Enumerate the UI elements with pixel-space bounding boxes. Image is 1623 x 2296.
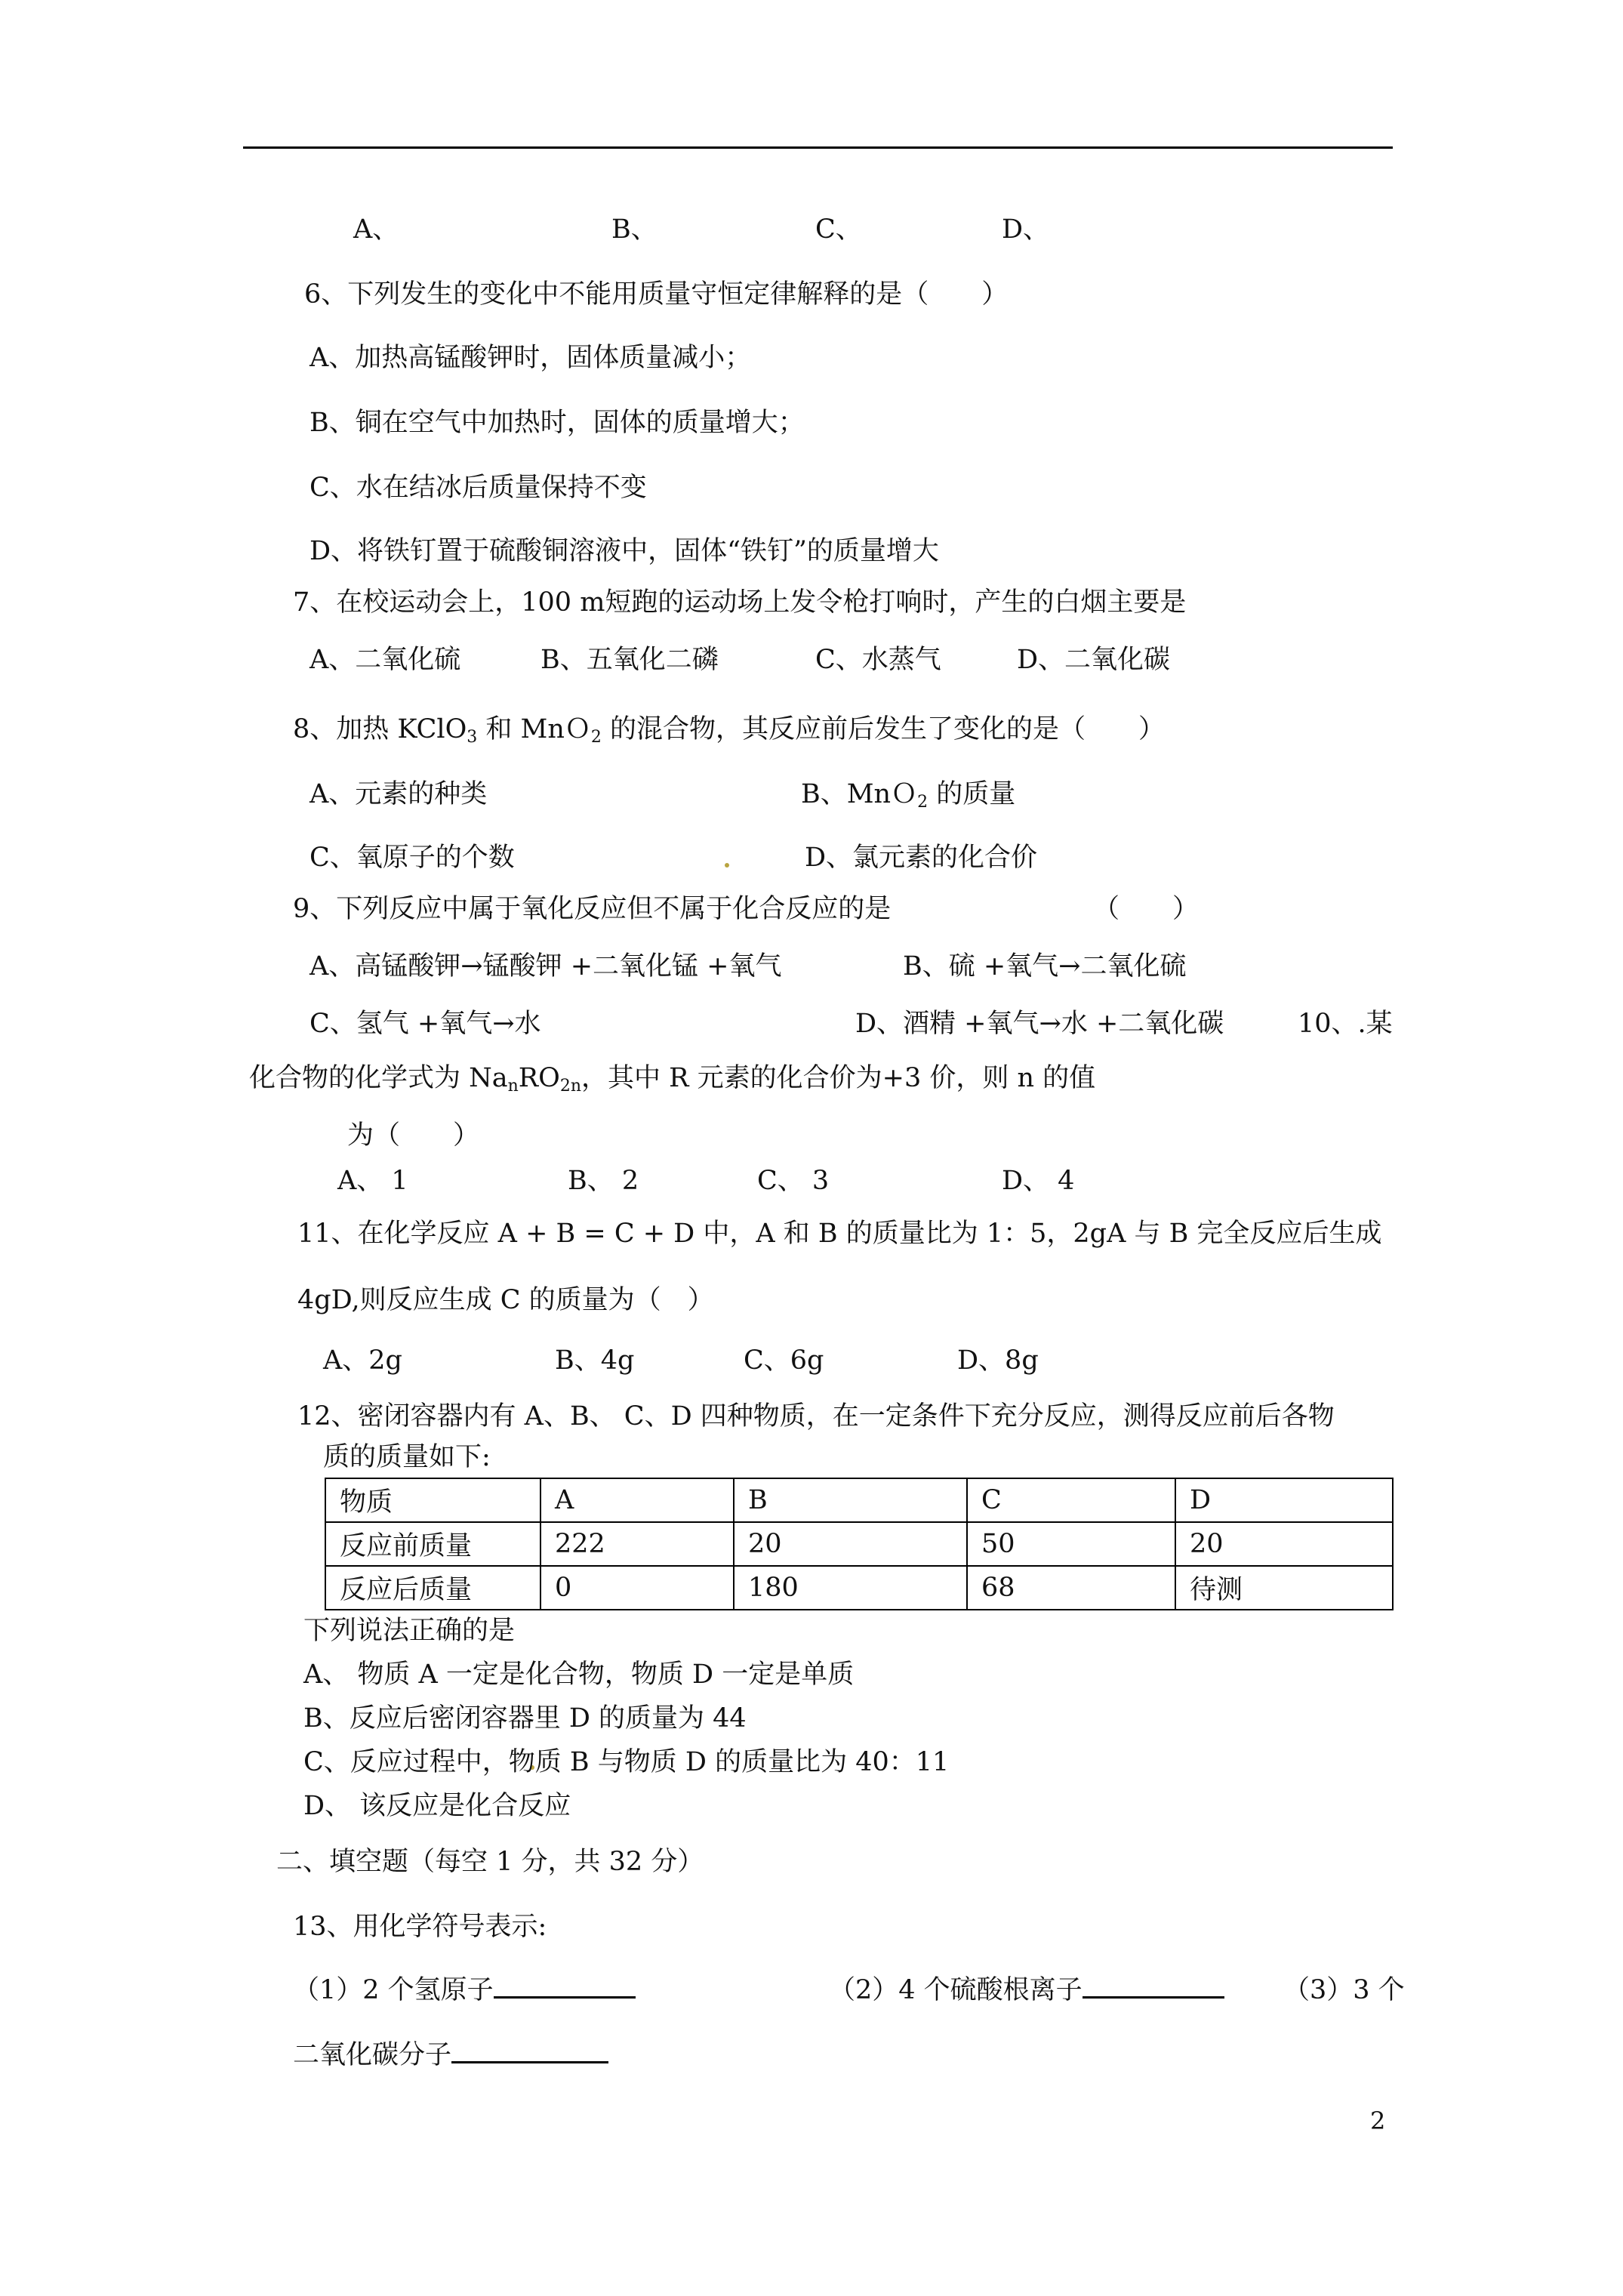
q7-option-a: A、二氧化硫	[310, 645, 461, 675]
table-header-cell: 物质	[325, 1478, 540, 1522]
q10-option-b: B、 2	[568, 1166, 639, 1196]
table-row	[325, 1566, 1393, 1610]
q5-option-d: D、	[1002, 214, 1050, 245]
q12-lead: 下列说法正确的是	[303, 1616, 516, 1646]
table-cell: 反应前质量	[325, 1522, 540, 1566]
table-header-cell: C	[967, 1478, 1175, 1522]
q11-stem-cont: 4gD,则反应生成 C 的质量为（ ）	[297, 1285, 714, 1315]
table-cell: 待测	[1175, 1566, 1393, 1610]
table-header-cell: D	[1175, 1478, 1393, 1522]
table-header-row	[325, 1478, 1393, 1522]
q7-stem: 7、在校运动会上，100 m短跑的运动场上发令枪打响时，产生的白烟主要是	[293, 587, 1187, 618]
table-cell: 180	[734, 1566, 967, 1610]
q12-option-c: C、反应过程中，物质 B 与物质 D 的质量比为 40：11	[303, 1747, 950, 1777]
answer-blank[interactable]	[451, 2039, 608, 2063]
q11-option-d: D、8g	[957, 1345, 1039, 1376]
answer-blank[interactable]	[494, 1974, 636, 1999]
stray-dot	[725, 863, 729, 868]
q11-option-b: B、4g	[555, 1345, 635, 1376]
q13-part-1: （1）2 个氢原子	[293, 1974, 636, 2007]
q12-option-d: D、 该反应是化合反应	[303, 1791, 571, 1821]
q6-option-d: D、将铁钉置于硫酸铜溶液中，固体“铁钉”的质量增大	[310, 536, 939, 566]
q7-option-c: C、水蒸气	[815, 645, 941, 675]
table-cell: 0	[540, 1566, 734, 1610]
q9-option-c: C、氢气 +氧气→水	[310, 1009, 541, 1039]
q7-option-b: B、五氧化二磷	[540, 645, 719, 675]
q10-stem: 化合物的化学式为 $Na_nRO_{2n}$，其中 R 元素的化合价为+3 价，则 n 的值	[249, 1063, 1096, 1096]
q11-option-c: C、6g	[744, 1345, 824, 1376]
q10-stem-end: 为（ ）	[347, 1120, 480, 1151]
q9-option-a: A、高锰酸钾→锰酸钾 +二氧化锰 +氧气	[310, 951, 782, 982]
q9-option-d: D、酒精 +氧气→水 +二氧化碳	[855, 1009, 1224, 1039]
table-cell: 50	[967, 1522, 1175, 1566]
q7-option-d: D、二氧化碳	[1017, 645, 1171, 675]
q6-option-a: A、加热高锰酸钾时，固体质量减小；	[310, 343, 752, 373]
q9-stem: 9、下列反应中属于氧化反应但不属于化合反应的是	[293, 894, 892, 924]
q8-option-b: B、MnＯ$_2$ 的质量	[801, 779, 1016, 812]
table-cell: 20	[1175, 1522, 1393, 1566]
header-rule	[243, 146, 1393, 149]
q10-option-c: C、 3	[757, 1166, 830, 1196]
q5-option-c: C、	[815, 214, 862, 245]
table-cell: 反应后质量	[325, 1566, 540, 1610]
mass-table	[325, 1478, 1394, 1610]
q5-option-b: B、	[611, 214, 658, 245]
q13-stem: 13、用化学符号表示:	[293, 1912, 547, 1942]
table-cell: 222	[540, 1522, 734, 1566]
q12-stem: 12、密闭容器内有 A、B、 C、D 四种物质，在一定条件下充分反应，测得反应前后各物	[297, 1401, 1335, 1432]
q12-option-b: B、反应后密闭容器里 D 的质量为 44	[303, 1703, 747, 1734]
q6-stem: 6、下列发生的变化中不能用质量守恒定律解释的是（ ）	[304, 279, 1009, 310]
q10-stem-start: 10、.某	[1298, 1009, 1393, 1039]
table-header-cell: B	[734, 1478, 967, 1522]
q12-option-a: A、 物质 A 一定是化合物，物质 D 一定是单质	[303, 1660, 855, 1690]
q9-option-b: B、硫 +氧气→二氧化硫	[903, 951, 1187, 982]
section-title: 二、填空题（每空 1 分，共 32 分）	[276, 1847, 704, 1877]
q13-part-3: （3）3 个	[1283, 1975, 1405, 2005]
q5-option-a: A、	[353, 214, 399, 245]
q8-option-a: A、元素的种类	[310, 779, 488, 809]
q6-option-b: B、铜在空气中加热时，固体的质量增大；	[310, 408, 805, 438]
q11-option-a: A、2g	[323, 1345, 402, 1376]
q6-option-c: C、水在结冰后质量保持不变	[310, 473, 647, 503]
q8-stem: 8、加热 KClO$_3$ 和 MnＯ$_2$ 的混合物，其反应前后发生了变化的是（ ）	[293, 714, 1166, 747]
q13-part-2: （2）4 个硫酸根离子	[829, 1974, 1224, 2007]
q9-answer-paren: （ ）	[1093, 894, 1200, 924]
table-cell: 20	[734, 1522, 967, 1566]
q8-option-c: C、氧原子的个数	[310, 843, 515, 873]
q10-option-d: D、 4	[1002, 1166, 1075, 1196]
q12-stem-cont: 质的质量如下:	[323, 1442, 491, 1472]
answer-blank[interactable]	[1083, 1974, 1224, 1999]
table-header-cell: A	[540, 1478, 734, 1522]
q13-part-3-cont: 二氧化碳分子	[293, 2039, 608, 2072]
q8-option-d: D、氯元素的化合价	[805, 843, 1038, 873]
table-cell: 68	[967, 1566, 1175, 1610]
q10-option-a: A、 1	[337, 1166, 408, 1196]
table-row	[325, 1522, 1393, 1566]
page-number: 2	[1370, 2106, 1386, 2135]
q11-stem: 11、在化学反应 A + B = C + D 中，A 和 B 的质量比为 1：5，2gA 与 B 完全反应后生成	[297, 1219, 1382, 1249]
